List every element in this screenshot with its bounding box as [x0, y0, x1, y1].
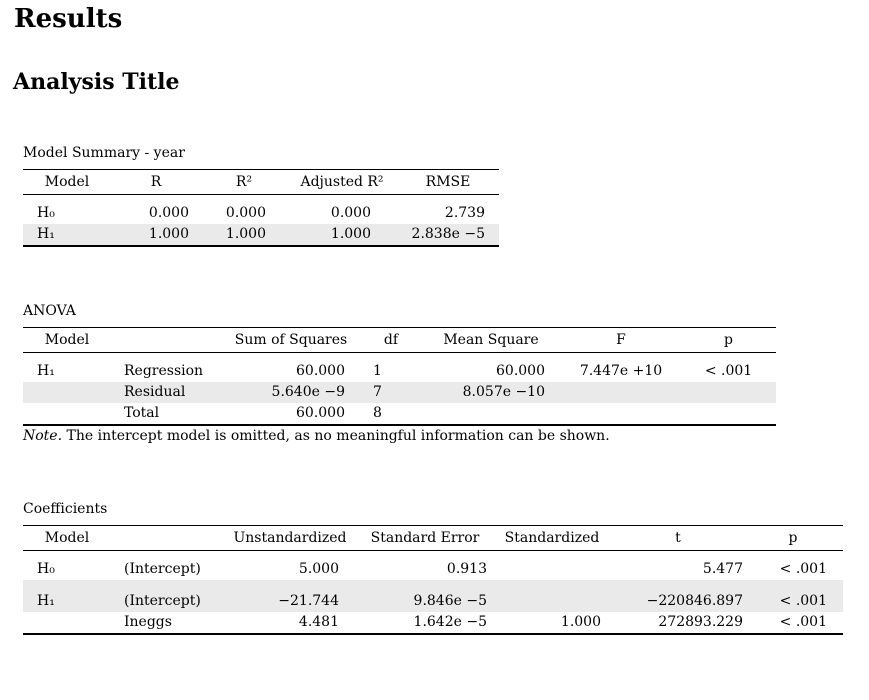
cell: (Intercept)	[111, 580, 221, 612]
col-header: RMSE	[425, 174, 471, 190]
cell: 5.640e −9	[221, 382, 361, 403]
cell	[681, 382, 776, 403]
cell	[23, 612, 111, 634]
cell: 60.000	[496, 363, 545, 379]
note-label: Note.	[23, 428, 63, 444]
cell: 0.000	[225, 205, 266, 221]
cell: −220846.897	[613, 580, 743, 612]
table-row	[23, 195, 499, 225]
col-header: Standard Error	[370, 530, 480, 546]
col-header	[111, 328, 221, 353]
col-header: F	[616, 332, 626, 348]
col-header: R²	[235, 174, 253, 190]
col-header: Model	[44, 332, 90, 348]
cell	[491, 551, 613, 581]
cell: 5.000	[298, 561, 339, 577]
header-row	[23, 170, 499, 195]
col-header: p	[724, 332, 733, 348]
cell: Regression	[124, 363, 204, 379]
cell: 1.642e −5	[413, 614, 487, 630]
anova-table	[23, 301, 776, 444]
cell: 1.000	[111, 224, 201, 246]
cell	[421, 403, 561, 425]
col-header: Unstandardized	[233, 530, 347, 546]
cell: Total	[124, 405, 160, 421]
model-summary-table	[23, 143, 499, 247]
col-header: R	[150, 174, 162, 190]
cell: 8	[373, 405, 382, 421]
table-row	[23, 353, 776, 383]
col-header: Standardized	[504, 530, 600, 546]
table-row	[23, 551, 843, 581]
header-row	[23, 328, 776, 353]
table-row	[23, 612, 843, 634]
cell: H₁	[37, 363, 55, 379]
cell: 1.000	[287, 224, 397, 246]
cell: H₀	[37, 205, 55, 221]
cell: 7	[361, 382, 421, 403]
cell: 60.000	[296, 363, 345, 379]
cell: 1.000	[201, 224, 287, 246]
col-header: p	[788, 530, 798, 546]
cell: (Intercept)	[124, 561, 201, 577]
cell: 0.000	[330, 205, 371, 221]
col-header: Sum of Squares	[234, 332, 348, 348]
cell	[23, 403, 111, 425]
table-row	[23, 403, 776, 425]
cell	[561, 403, 681, 425]
coefficients-table	[23, 499, 843, 635]
cell: 2.838e −5	[397, 224, 499, 246]
cell: H₁	[23, 580, 111, 612]
cell: 5.477	[702, 561, 743, 577]
cell: 0.000	[148, 205, 189, 221]
cell: < .001	[779, 614, 827, 630]
cell: 272893.229	[658, 614, 743, 630]
table-caption: Model Summary - year	[23, 145, 185, 161]
table-row	[23, 580, 843, 612]
cell: 7.447e +10	[579, 363, 663, 379]
table-note	[23, 428, 776, 444]
cell: 9.846e −5	[359, 580, 491, 612]
cell: 1.000	[560, 614, 601, 630]
cell	[681, 403, 776, 425]
col-header: Model	[44, 174, 90, 190]
analysis-title[interactable]: Analysis Title	[13, 69, 180, 95]
col-header: t	[675, 530, 681, 546]
cell	[491, 580, 613, 612]
cell: 4.481	[298, 614, 339, 630]
cell: 1	[373, 363, 382, 379]
col-header: Mean Square	[443, 332, 539, 348]
cell: 0.913	[446, 561, 487, 577]
page-title: Results	[14, 4, 123, 34]
cell: 8.057e −10	[421, 382, 561, 403]
table-row	[23, 224, 499, 246]
cell: 2.739	[444, 205, 485, 221]
table-row	[23, 382, 776, 403]
cell: Residual	[111, 382, 221, 403]
cell	[23, 382, 111, 403]
cell: H₀	[37, 561, 55, 577]
cell: −21.744	[221, 580, 359, 612]
cell: H₁	[23, 224, 111, 246]
cell	[561, 382, 681, 403]
col-header: Adjusted R²	[300, 174, 384, 190]
col-header: Model	[44, 530, 90, 546]
note-text: The intercept model is omitted, as no meaningful information can be shown.	[62, 428, 610, 444]
cell: Ineggs	[124, 614, 172, 630]
cell: 60.000	[296, 405, 345, 421]
cell: < .001	[779, 561, 827, 577]
col-header	[111, 526, 221, 551]
col-header: df	[383, 332, 399, 348]
table-caption: Coefficients	[23, 501, 108, 517]
cell: < .001	[704, 363, 753, 379]
cell: < .001	[743, 580, 843, 612]
header-row	[23, 526, 843, 551]
table-caption: ANOVA	[23, 303, 76, 319]
